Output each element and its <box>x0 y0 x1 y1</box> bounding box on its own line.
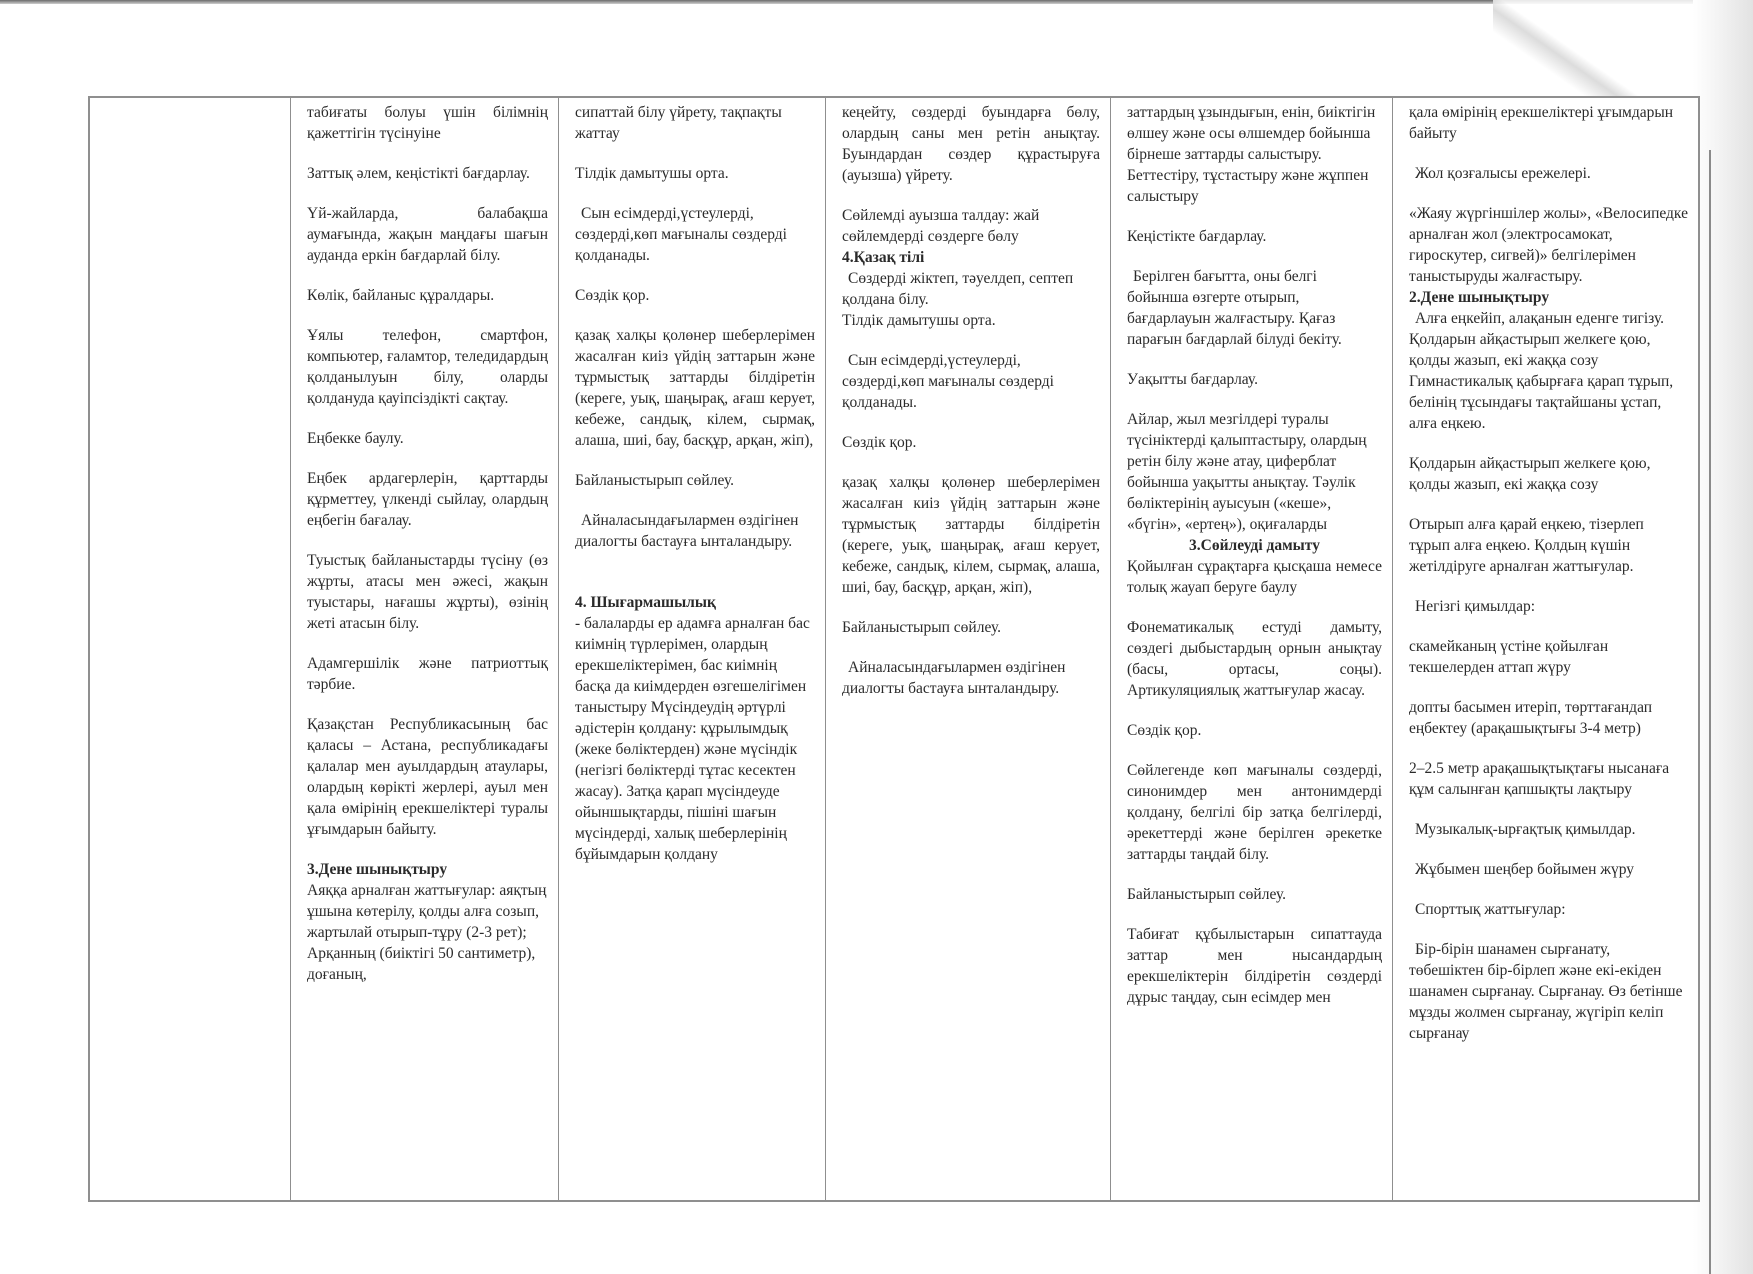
table-column-5 <box>1393 98 1698 1200</box>
scan-right-edge-line <box>1709 150 1711 1274</box>
paragraph: «Жаяу жүргіншілер жолы», «Велосипедке арналған жол (электросамокат, гироскутер, сигвей)» белгілерімен таныстыруды жалғастыру. <box>1409 205 1688 285</box>
paragraph: қала өмірінің ерекшеліктері ұғымдарын байыту <box>1409 104 1674 142</box>
section-heading: 2.Дене шынықтыру <box>1409 289 1550 306</box>
paragraph: Табиғат құбылыстарын сипаттауда заттар мен нысандардың ерекшеліктерін білдіретін сөздерді дұрыс таңдау, сын есімдер мен <box>1127 926 1382 1006</box>
paragraph: 2–2.5 метр арақашықтықтағы нысанаға құм салынған қапшықты лақтыру <box>1409 760 1670 798</box>
table-column-label <box>90 98 291 1200</box>
paragraph: Сын есімдерді,үстеулерді, сөздерді,көп мағыналы сөздерді қолданады. <box>575 205 787 264</box>
section-heading: 3.Дене шынықтыру <box>307 861 448 878</box>
paragraph: қазақ халқы қолөнер шеберлерімен жасалған киіз үйдің заттарын және тұрмыстық заттарды білдіретін (кереге, уық, шаңырақ, ағаш керует, кебеже, сандық, кілем, сырмақ, алаша, шиі, бау, басқұр, арқан, жіп), <box>842 474 1100 596</box>
paragraph: - балаларды ер адамға арналған бас киімнің түрлерімен, олардың ерекшеліктерімен, бас киімнің басқа да киімдерден өзгешелігімен таныстыру Мүсіндеудің әртүрлі әдістерін қолдану: құрылымдық (жеке бөліктерден) және мүсіндік (негізгі бөліктерді тұтас кесектен жасау). Затқа қарап мүсіндеуде ойыншықтарды, пішіні шағын мүсіндерді, халық шеберлерінің бұйымдарын қолдану <box>575 615 810 863</box>
paragraph: Спорттық жаттығулар: <box>1415 901 1566 918</box>
table-column-1 <box>291 98 559 1200</box>
paragraph: скамейканың үстіне қойылған текшелерден аттап жүру <box>1409 638 1609 676</box>
table-column-4 <box>1111 98 1393 1200</box>
paragraph: Қойылған сұрақтарға қысқаша немесе толық жауап беруге баулу <box>1127 558 1382 596</box>
paragraph: допты басымен итеріп, төрттағандап еңбектеу (арақашықтығы 3-4 метр) <box>1409 699 1653 737</box>
paragraph: Отырып алға қарай еңкею, тізерлеп тұрып алға еңкею. Қолдың күшін жетілдіруге арналған жаттығулар. <box>1409 516 1644 575</box>
paragraph: Сөздік қор. <box>575 287 650 304</box>
paragraph: Байланыстырып сөйлеу. <box>1127 886 1287 903</box>
paragraph: Сөйлемді ауызша талдау: жай сөйлемдерді сөздерге бөлу <box>842 207 1040 245</box>
paragraph: Сөздік қор. <box>1127 722 1202 739</box>
paragraph: Алға еңкейіп, алақанын еденге тигізу. Қолдарын айқастырып желкеге қою, қолды жазып, екі жаққа созу Гимнастикалық қабырғаға қарап тұрып, белінің тұсындағы тақтайшаны ұстап, алға еңкею. <box>1409 310 1674 432</box>
plan-table <box>88 96 1700 1202</box>
paragraph: Үй-жайларда, балабақша аумағында, жақын маңдағы шағын ауданда еркін бағдарлай білу. <box>307 205 548 264</box>
section-heading: 3.Сөйлеуді дамыту <box>1189 537 1320 554</box>
paragraph: Кеңістікте бағдарлау. <box>1127 228 1267 245</box>
paragraph: Аяққа арналған жаттығулар: аяқтың ұшына көтерілу, қолды алға созып, жартылай отырып-тұру (2-3 рет); Арқанның (биіктігі 50 сантиметр), доғаның, <box>307 882 547 983</box>
paragraph: Жұбымен шеңбер бойымен жүру <box>1415 861 1635 878</box>
paragraph: Фонематикалық естуді дамыту, сөздегі дыбыстардың орнын анықтау (басы, ортасы, соңы). Артикуляциялық жаттығулар жасау. <box>1127 619 1382 699</box>
paragraph: Сөздік қор. <box>842 434 917 451</box>
scan-right-edge <box>1693 0 1753 1274</box>
paragraph: заттардың ұзындығын, енін, биіктігін өлшеу және осы өлшемдер бойынша бірнеше заттарды салыстыру. Беттестіру, тұстастыру және жұппен салыстыру <box>1127 104 1376 205</box>
section-heading: 4. Шығармашылық <box>575 594 716 611</box>
paragraph: Сөздерді жіктеп, тәуелдеп, септеп қолдана білу. <box>842 270 1074 308</box>
paragraph: Музыкалық-ырғақтық қимылдар. <box>1415 821 1636 838</box>
paragraph: Жол қозғалысы ережелері. <box>1415 165 1591 182</box>
paragraph: Уақытты бағдарлау. <box>1127 371 1258 388</box>
paragraph: Байланыстырып сөйлеу. <box>575 472 735 489</box>
paragraph: Айлар, жыл мезгілдері туралы түсініктерді қалыптастыру, олардың ретін білу және атау, циферблат бойынша уақытты анықтау. Тәулік бөліктерінің ауысуын («кеше», «бүгін», «ертең»), оқиғаларды <box>1127 411 1367 533</box>
paragraph: Айналасындағылармен өздігінен диалогты бастауға ынталандыру. <box>575 512 799 550</box>
paragraph: Еңбекке баулу. <box>307 430 404 447</box>
paragraph: Туыстық байланыстарды түсіну (өз жұрты, атасы мен әжесі, жақын туыстары, нағашы жұрты), өзінің жеті атасын білу. <box>307 552 548 632</box>
paragraph: Берілген бағытта, оны белгі бойынша өзгерте отырып, бағдарлауын жалғастыру. Қағаз парағын бағдарлай білуді бекіту. <box>1127 268 1342 348</box>
paragraph: Қазақстан Республикасының бас қаласы – Астана, республикадағы қалалар мен ауылдардың атаулары, олардың көрікті жерлері, ауыл мен қала өмірінің ерекшеліктері туралы ұғымдарын байыту. <box>307 716 548 838</box>
paragraph: Қолдарын айқастырып желкеге қою, қолды жазып, екі жаққа созу <box>1409 455 1651 493</box>
paragraph: Негізгі қимылдар: <box>1415 598 1536 615</box>
paragraph: Бір-бірін шанамен сырғанату, төбешіктен бір-бірлеп және екі-екіден шанамен сырғанау. Сырғанау. Өз бетінше мұзды жолмен сырғанау, жүгіріп келіп сырғанау <box>1409 941 1683 1042</box>
section-heading: 4.Қазақ тілі <box>842 249 925 266</box>
paragraph: Сын есімдерді,үстеулерді, сөздерді,көп мағыналы сөздерді қолданады. <box>842 352 1054 411</box>
paragraph: Көлік, байланыс құралдары. <box>307 287 495 304</box>
paragraph: Тілдік дамытушы орта. <box>575 165 729 182</box>
paragraph: Сөйлегенде көп мағыналы сөздерді, синонимдер мен антонимдерді қолдану, белгілі бір затқа белгілерді, әрекеттерді және берілген әрекетке заттарды таңдай білу. <box>1127 762 1382 863</box>
paragraph: сипаттай білу үйрету, тақпақты жаттау <box>575 104 782 142</box>
paragraph: кеңейту, сөздерді буындарға бөлу, олардың саны мен ретін анықтау. Буындардан сөздер құрастыруға (ауызша) үйрету. <box>842 104 1100 184</box>
paragraph: Тілдік дамытушы орта. <box>842 312 996 329</box>
paragraph: Айналасындағылармен өздігінен диалогты бастауға ынталандыру. <box>842 659 1066 697</box>
paragraph: Адамгершілік және патриоттық тәрбие. <box>307 655 548 693</box>
paragraph: Байланыстырып сөйлеу. <box>842 619 1002 636</box>
table-column-3 <box>826 98 1111 1200</box>
paragraph: Ұялы телефон, смартфон, компьютер, ғаламтор, теледидардың қолданылуын білу, оларды қолдануда қауіпсіздікті сақтау. <box>307 327 548 407</box>
table-column-2 <box>559 98 826 1200</box>
paragraph: табиғаты болуы үшін білімнің қажеттігін түсінуіне <box>307 104 548 142</box>
scan-top-edge <box>0 0 1753 4</box>
paragraph: Еңбек ардагерлерін, қарттарды құрметтеу, үлкенді сыйлау, олардың еңбегін бағалау. <box>307 470 548 529</box>
paragraph: Заттық әлем, кеңістікті бағдарлау. <box>307 165 530 182</box>
paragraph: қазақ халқы қолөнер шеберлерімен жасалған киіз үйдің заттарын және тұрмыстық заттарды білдіретін (кереге, уық, шаңырақ, ағаш керует, кебеже, сандық, кілем, сырмақ, алаша, шиі, бау, басқұр, арқан, жіп), <box>575 327 815 449</box>
